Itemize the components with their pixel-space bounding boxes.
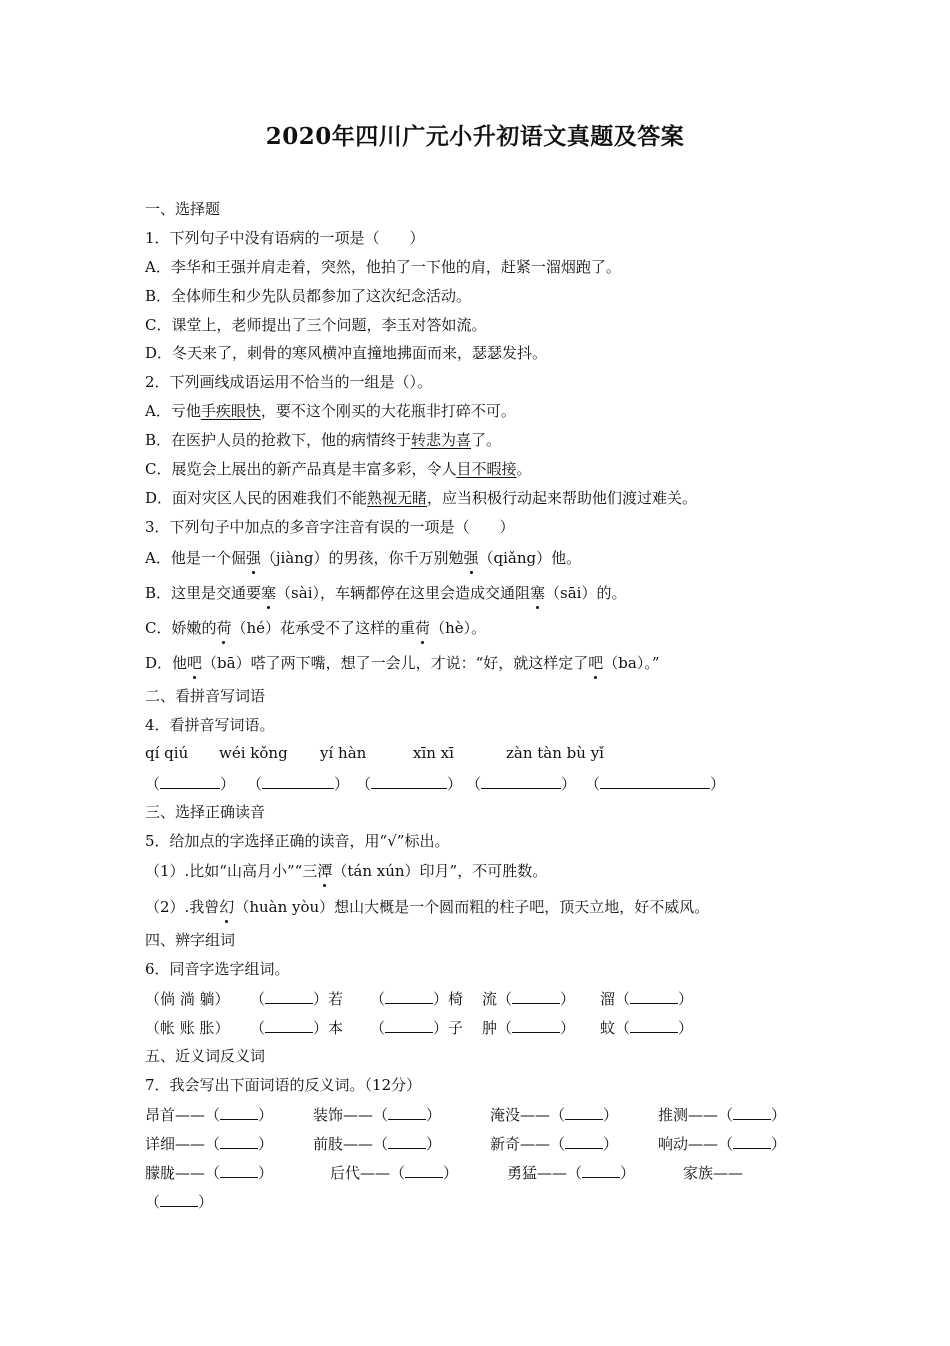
q6-r2-item-2[interactable]: （ ）子	[370, 1019, 464, 1037]
q6-r1-item-3[interactable]: 流（ ）	[482, 990, 576, 1008]
q1-stem: 1．下列句子中没有语病的一项是（ ）	[145, 229, 425, 247]
q6-r2-item-3[interactable]: 肿（ ）	[482, 1019, 576, 1037]
section-heading-4: 四、辨字组词	[145, 931, 236, 949]
q4-stem: 4．看拼音写词语。	[145, 716, 275, 734]
q6-r1-item-4[interactable]: 溜（ ）	[600, 990, 694, 1008]
q2-option-a: A．亏他手疾眼快，要不这个刚买的大花瓶非打碎不可。	[145, 402, 516, 420]
q1-option-d: D．冬天来了，刺骨的寒风横冲直撞地拂面而来，瑟瑟发抖。	[145, 344, 548, 362]
antonym-item[interactable]: 推测——（ ）	[658, 1106, 787, 1124]
antonym-item[interactable]: 昂首——（ ）	[145, 1106, 274, 1124]
antonym-item[interactable]: 淹没——（ ）	[490, 1106, 619, 1124]
q5-item-1: （1）.比如“山高月小”“三潭（tán xún）印月”，不可胜数。	[145, 862, 548, 880]
q6-r2-item-4[interactable]: 蚊（ ）	[600, 1019, 694, 1037]
section-heading-2: 二、看拼音写词语	[145, 687, 266, 705]
section-heading-5: 五、近义词反义词	[145, 1047, 266, 1065]
antonym-item[interactable]: 新奇——（ ）	[490, 1135, 619, 1153]
q3-option-d: D．他吧（bā）嗒了两下嘴，想了一会儿，才说：“好，就这样定了吧（ba）。”	[145, 654, 660, 672]
antonym-item[interactable]: 勇猛——（ ）	[507, 1164, 636, 1182]
antonym-item-word: 家族——	[683, 1164, 744, 1182]
page-title: 2020年四川广元小升初语文真题及答案	[265, 123, 685, 150]
q6-r1-item-1[interactable]: （ ）若	[250, 990, 344, 1008]
pinyin-answer-3[interactable]: （ ）	[356, 775, 463, 793]
q6-stem: 6．同音字选字组词。	[145, 960, 290, 978]
q2-stem: 2．下列画线成语运用不恰当的一组是（）。	[145, 373, 433, 391]
pinyin-4: xīn xī	[413, 744, 454, 762]
antonym-item-blank[interactable]: （ ）	[145, 1193, 214, 1211]
pinyin-5: zàn tàn bù yǐ	[506, 744, 604, 762]
q2-option-b: B．在医护人员的抢救下，他的病情终于转悲为喜了。	[145, 431, 502, 449]
q5-stem: 5．给加点的字选择正确的读音，用“√”标出。	[145, 832, 450, 850]
q7-stem: 7．我会写出下面词语的反义词。（12分）	[145, 1076, 422, 1094]
antonym-item[interactable]: 朦胧——（ ）	[145, 1164, 274, 1182]
q3-option-a: A．他是一个倔强（jiàng）的男孩，你千万别勉强（qiǎng）他。	[145, 549, 582, 567]
q3-option-b: B．这里是交通要塞（sài），车辆都停在这里会造成交通阻塞（sāi）的。	[145, 584, 627, 602]
q1-option-a: A．李华和王强并肩走着，突然，他拍了一下他的肩，赶紧一溜烟跑了。	[145, 258, 621, 276]
pinyin-answer-5[interactable]: （ ）	[585, 775, 726, 793]
q6-row2-group: （帐 账 胀）	[145, 1019, 230, 1037]
q6-r2-item-1[interactable]: （ ）本	[250, 1019, 344, 1037]
pinyin-answer-1[interactable]: （ ）	[145, 775, 236, 793]
antonym-item[interactable]: 装饰——（ ）	[313, 1106, 442, 1124]
q3-option-c: C．娇嫩的荷（hé）花承受不了这样的重荷（hè）。	[145, 619, 487, 637]
antonym-item[interactable]: 前肢——（ ）	[313, 1135, 442, 1153]
q1-option-b: B．全体师生和少先队员都参加了这次纪念活动。	[145, 287, 472, 305]
pinyin-3: yí hàn	[320, 744, 367, 762]
q2-option-d: D．面对灾区人民的困难我们不能熟视无睹，应当积极行动起来帮助他们渡过难关。	[145, 489, 698, 507]
q5-item-2: （2）.我曾幻（huàn yòu）想山大概是一个圆而粗的柱子吧，顶天立地，好不威风。	[145, 898, 710, 916]
section-heading-3: 三、选择正确读音	[145, 803, 266, 821]
q6-row1-group: （倘 淌 躺）	[145, 990, 230, 1008]
antonym-item[interactable]: 响动——（ ）	[658, 1135, 787, 1153]
section-heading-1: 一、选择题	[145, 200, 221, 218]
antonym-item[interactable]: 详细——（ ）	[145, 1135, 274, 1153]
pinyin-1: qí qiú	[145, 744, 189, 762]
q6-r1-item-2[interactable]: （ ）椅	[370, 990, 464, 1008]
pinyin-answer-4[interactable]: （ ）	[466, 775, 577, 793]
pinyin-answer-2[interactable]: （ ）	[247, 775, 350, 793]
q2-option-c: C．展览会上展出的新产品真是丰富多彩，令人目不暇接。	[145, 460, 532, 478]
pinyin-2: wéi kǒng	[219, 744, 288, 762]
q3-stem: 3．下列句子中加点的多音字注音有误的一项是（ ）	[145, 518, 515, 536]
q1-option-c: C．课堂上，老师提出了三个问题，李玉对答如流。	[145, 316, 487, 334]
antonym-item[interactable]: 后代——（ ）	[330, 1164, 459, 1182]
